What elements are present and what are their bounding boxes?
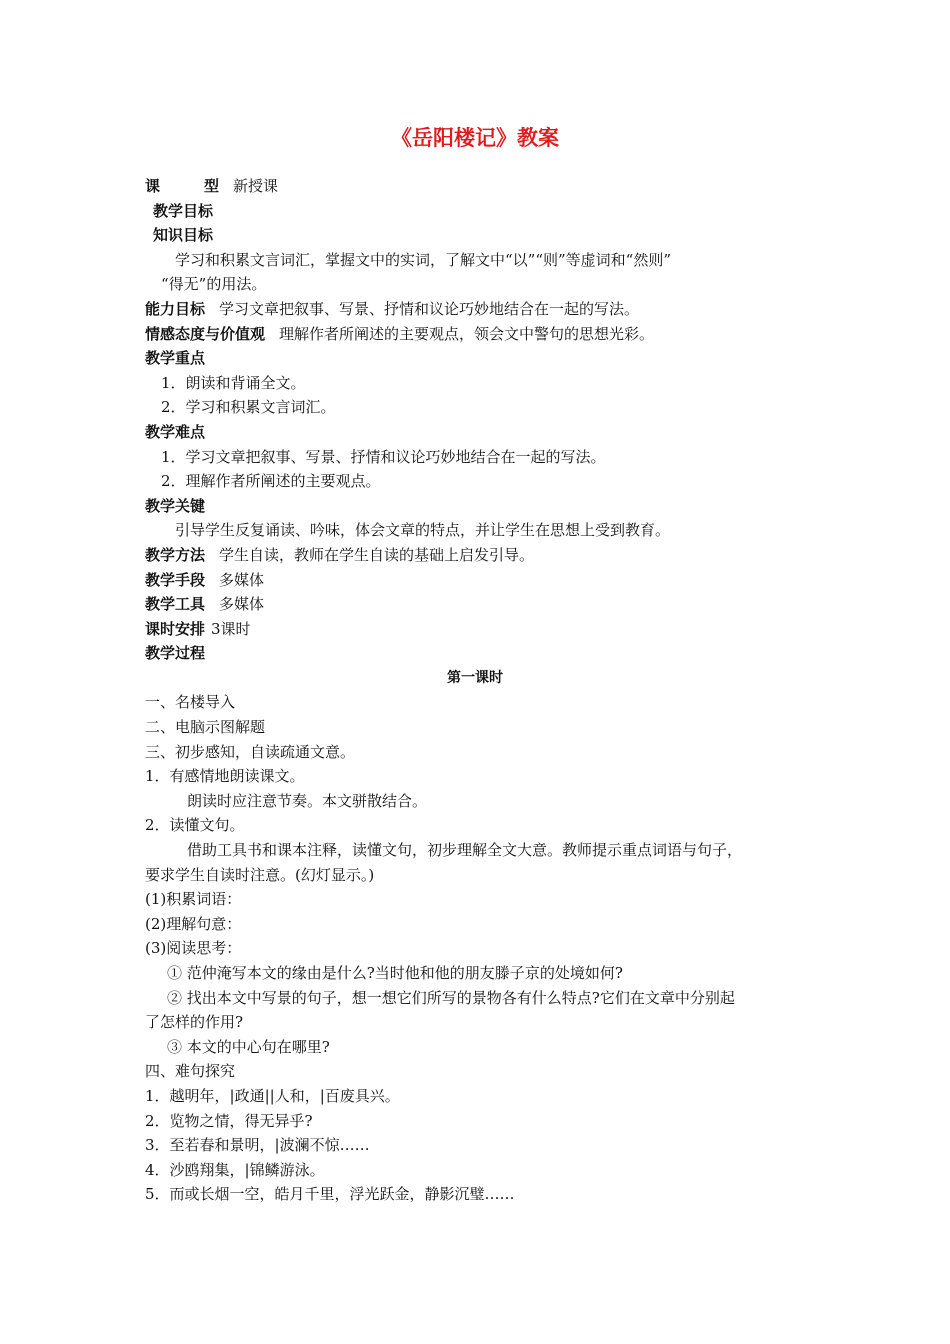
section-2: 二、电脑示图解题 xyxy=(145,718,266,737)
means-label: 教学手段 xyxy=(145,570,206,589)
difficulty-label: 教学难点 xyxy=(145,422,206,441)
tools-label: 教学工具 xyxy=(145,595,206,614)
section-3-item-2: 2．读懂文句。 xyxy=(145,816,245,835)
difficult-sentence-2: 2．览物之情，得无异乎? xyxy=(145,1111,313,1130)
section-3-item-1: 1．有感情地朗读课文。 xyxy=(145,767,305,786)
method-row xyxy=(145,543,815,568)
tools-value: 多媒体 xyxy=(219,595,265,614)
emotion-value: 理解作者所阐述的主要观点，领会文中警句的思想光彩。 xyxy=(279,324,655,343)
schedule-value: 3课时 xyxy=(211,619,251,638)
course-type-label-b: 型 xyxy=(204,177,220,195)
lesson1-heading: 第一课时 xyxy=(447,669,503,686)
knowledge-label: 知识目标 xyxy=(153,226,214,245)
section-3-item-1-note: 朗读时应注意节奏。本文骈散结合。 xyxy=(187,791,428,810)
tools-row xyxy=(145,592,815,617)
crux-label: 教学关键 xyxy=(145,496,206,515)
course-type-value: 新授课 xyxy=(233,177,279,195)
question-2-line-2: 了怎样的作用? xyxy=(145,1013,244,1032)
key-label: 教学重点 xyxy=(145,349,206,368)
difficult-sentence-5: 5．而或长烟一空，皓月千里，浮光跃金，静影沉璧…… xyxy=(145,1185,515,1204)
section-4: 四、难句探究 xyxy=(145,1062,236,1081)
ability-row xyxy=(145,297,815,322)
emotion-label: 情感态度与价值观 xyxy=(145,324,266,343)
section-3-item-2-note-line-2: 要求学生自读时注意。(幻灯显示。) xyxy=(145,865,375,884)
ability-value: 学习文章把叙事、写景、抒情和议论巧妙地结合在一起的写法。 xyxy=(219,299,640,318)
document-body xyxy=(145,174,815,1207)
point-1: (1)积累词语： xyxy=(145,890,242,909)
schedule-label: 课时安排 xyxy=(145,619,206,638)
crux-value: 引导学生反复诵读、吟味，体会文章的特点，并让学生在思想上受到教育。 xyxy=(175,521,671,540)
method-value: 学生自读，教师在学生自读的基础上启发引导。 xyxy=(219,545,535,564)
question-2-line-1: ② 找出本文中写景的句子，想一想它们所写的景物各有什么特点?它们在文章中分别起 xyxy=(167,988,735,1007)
knowledge-line-1: 学习和积累文言词汇，掌握文中的实词，了解文中“以”“则”等虚词和“然则” xyxy=(175,250,672,269)
difficult-sentence-1: 1．越明年，|政通||人和，|百废具兴。 xyxy=(145,1086,400,1105)
course-type-label-a: 课 xyxy=(145,177,161,195)
knowledge-line-2: “得无”的用法。 xyxy=(161,275,267,294)
difficult-sentence-4: 4．沙鸥翔集，|锦鳞游泳。 xyxy=(145,1160,325,1179)
emotion-row xyxy=(145,322,815,347)
process-label: 教学过程 xyxy=(145,644,206,663)
ability-label: 能力目标 xyxy=(145,299,206,318)
difficulty-item-1: 1．学习文章把叙事、写景、抒情和议论巧妙地结合在一起的写法。 xyxy=(161,447,606,466)
key-item-2: 2．学习和积累文言词汇。 xyxy=(161,398,336,417)
section-1: 一、名楼导入 xyxy=(145,693,236,712)
schedule-row xyxy=(145,617,815,642)
goals-label: 教学目标 xyxy=(153,201,214,220)
question-1: ① 范仲淹写本文的缘由是什么?当时他和他的朋友滕子京的处境如何? xyxy=(167,964,623,982)
section-3-item-2-note-line-1: 借助工具书和课本注释，读懂文句，初步理解全文大意。教师提示重点词语与句子， xyxy=(187,841,743,860)
means-value: 多媒体 xyxy=(219,570,265,589)
document-title: 《岳阳楼记》教案 xyxy=(391,126,559,150)
point-2: (2)理解句意： xyxy=(145,914,242,933)
course-type-row xyxy=(145,174,815,199)
means-row xyxy=(145,568,815,593)
point-3: (3)阅读思考： xyxy=(145,939,242,958)
key-item-1: 1．朗读和背诵全文。 xyxy=(161,373,306,392)
section-3: 三、初步感知，自读疏通文意。 xyxy=(145,742,356,761)
method-label: 教学方法 xyxy=(145,545,206,564)
difficult-sentence-3: 3．至若春和景明，|波澜不惊…… xyxy=(145,1136,370,1155)
difficulty-item-2: 2．理解作者所阐述的主要观点。 xyxy=(161,472,381,491)
question-3: ③ 本文的中心句在哪里? xyxy=(167,1037,330,1056)
